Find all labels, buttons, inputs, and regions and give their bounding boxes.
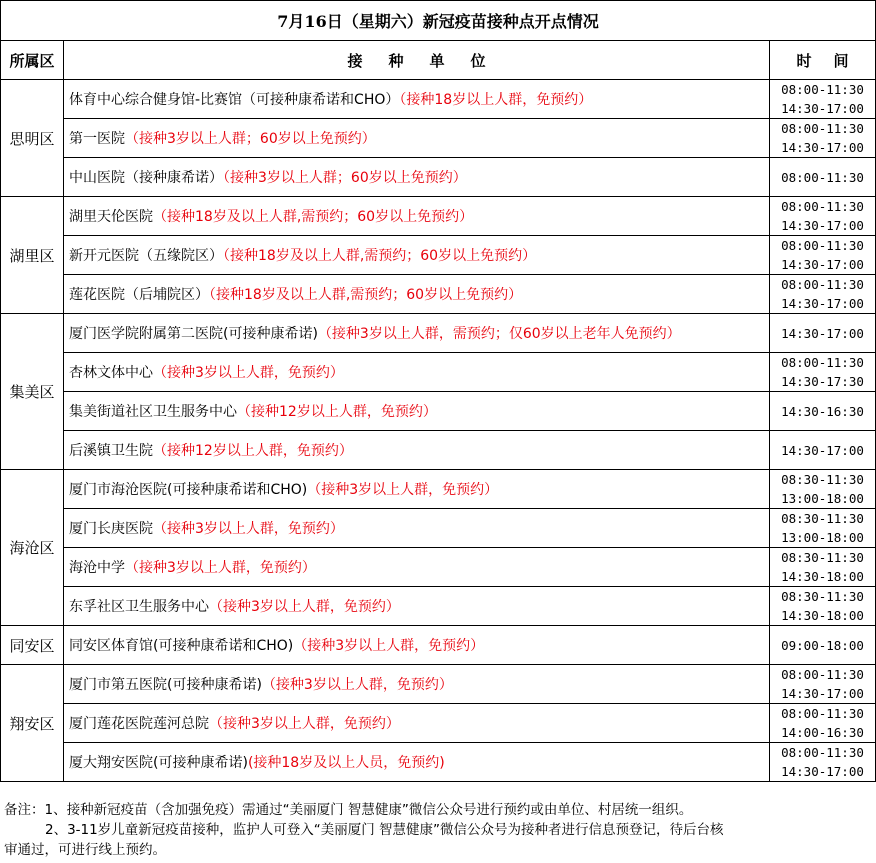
district-cell: 同安区 <box>1 626 64 665</box>
time-cell <box>770 509 876 548</box>
site-name: 厦门市海沧医院(可接种康希诺和CHO) <box>69 482 308 498</box>
site-note: （接种3岁以上人群，免预约） <box>209 716 400 732</box>
site-note: （接种18岁及以上人群,需预约；60岁以上免预约） <box>223 248 537 264</box>
footer-note-2-cont: 审通过，可进行线上预约。 <box>4 842 166 858</box>
site-cell <box>64 236 770 275</box>
site-cell <box>64 275 770 314</box>
site-note: （接种3岁以上人群；60岁以上免预约） <box>125 131 376 147</box>
site-name: 厦门医学院附属第二医院(可接种康希诺) <box>69 326 318 342</box>
time-slot: 08:00-11:30 <box>781 169 864 185</box>
site-note: （接种3岁以上人群，免预约） <box>125 560 316 576</box>
site-note: （接种3岁以上人群，免预约） <box>261 677 453 693</box>
time-slot: 13:00-18:00 <box>781 491 864 506</box>
time-slot: 14:30-17:00 <box>781 442 864 458</box>
site-name: 厦门市第五医院(可接种康希诺) <box>69 677 262 693</box>
site-note: （接种3岁以上人群，需预约；仅60岁以上老年人免预约） <box>317 326 681 342</box>
site-name: 集美街道社区卫生服务中心 <box>69 404 237 420</box>
time-slot: 08:00-11:30 <box>781 667 864 682</box>
time-slot: 08:00-11:30 <box>781 121 864 136</box>
time-slot: 08:00-11:30 <box>781 745 864 760</box>
site-name: 东孚社区卫生服务中心 <box>69 599 209 615</box>
time-cell <box>770 119 876 158</box>
time-slot: 14:30-17:00 <box>781 764 864 779</box>
time-cell <box>770 470 876 509</box>
site-note: （接种3岁以上人群，免预约） <box>293 638 485 654</box>
time-slot: 08:00-11:30 <box>781 238 864 253</box>
time-cell <box>770 704 876 743</box>
time-slot: 08:00-11:30 <box>781 199 864 214</box>
table-row <box>1 275 876 314</box>
site-note: （接种3岁以上人群；60岁以上免预约） <box>223 170 467 186</box>
site-cell <box>64 743 770 782</box>
site-note: （接种3岁以上人群，免预约） <box>153 365 344 381</box>
footer-note-2: 2、3-11岁儿童新冠疫苗接种，监护人可登入“美丽厦门 智慧健康”微信公众号为接种者进行信息预登记，待后台核 <box>45 822 724 838</box>
table-row <box>1 587 876 626</box>
district-cell: 思明区 <box>1 80 64 197</box>
time-slot: 14:30-17:00 <box>781 140 864 155</box>
site-name: 后溪镇卫生院 <box>69 443 153 459</box>
site-cell <box>64 392 770 431</box>
time-slot: 08:00-11:30 <box>781 82 864 97</box>
site-name: 体育中心综合健身馆-比赛馆（可接种康希诺和CHO） <box>69 92 400 108</box>
site-name: 海沧中学 <box>69 560 125 576</box>
time-slot: 08:30-11:30 <box>781 511 864 526</box>
site-cell <box>64 431 770 470</box>
site-name: 第一医院 <box>69 131 125 147</box>
time-slot: 08:00-11:30 <box>781 706 864 721</box>
site-cell <box>64 353 770 392</box>
site-note: （接种12岁以上人群，免预约） <box>237 404 437 420</box>
time-cell <box>770 431 876 470</box>
time-slot: 14:30-17:00 <box>781 257 864 272</box>
time-slot: 09:00-18:00 <box>781 637 864 653</box>
site-cell <box>64 314 770 353</box>
site-note: （接种18岁以上人群，免预约） <box>399 92 593 108</box>
site-name: 厦门莲花医院莲河总院 <box>69 716 209 732</box>
time-slot: 14:30-17:00 <box>781 101 864 116</box>
time-slot: 13:00-18:00 <box>781 530 864 545</box>
time-cell <box>770 80 876 119</box>
site-name: 新开元医院（五缘院区） <box>69 248 223 264</box>
table-row <box>1 80 876 119</box>
site-cell <box>64 119 770 158</box>
site-note: （接种18岁及以上人群,需预约；60岁以上免预约） <box>209 287 523 303</box>
time-cell <box>770 275 876 314</box>
site-name: 厦大翔安医院(可接种康希诺) <box>69 755 248 771</box>
time-cell <box>770 314 876 353</box>
site-cell <box>64 548 770 587</box>
time-cell <box>770 197 876 236</box>
table-row <box>1 119 876 158</box>
time-slot: 08:00-11:30 <box>781 277 864 292</box>
table-row <box>1 665 876 704</box>
table-row <box>1 236 876 275</box>
site-cell <box>64 587 770 626</box>
table-row <box>1 470 876 509</box>
footer-notes <box>0 800 875 860</box>
time-slot: 14:30-17:00 <box>781 325 864 341</box>
page-title: 7月16日（星期六）新冠疫苗接种点开点情况 <box>1 1 876 41</box>
site-name: 同安区体育馆(可接种康希诺和CHO) <box>69 638 294 654</box>
table-row <box>1 158 876 197</box>
table-row <box>1 197 876 236</box>
table-row <box>1 548 876 587</box>
site-cell <box>64 626 770 665</box>
time-slot: 14:30-16:30 <box>781 403 864 419</box>
site-cell <box>64 704 770 743</box>
header-unit: 接种单位 <box>64 41 770 80</box>
time-cell <box>770 392 876 431</box>
site-note: （接种3岁以上人群，免预约） <box>307 482 499 498</box>
table-row <box>1 743 876 782</box>
time-cell <box>770 158 876 197</box>
table-row <box>1 392 876 431</box>
table-row <box>1 509 876 548</box>
time-slot: 14:30-17:00 <box>781 686 864 701</box>
site-name: 莲花医院（后埔院区） <box>69 287 209 303</box>
time-slot: 14:30-18:00 <box>781 569 864 584</box>
table-row <box>1 431 876 470</box>
site-note: （接种3岁以上人群，免预约） <box>153 521 344 537</box>
site-cell <box>64 197 770 236</box>
site-cell <box>64 509 770 548</box>
district-cell: 湖里区 <box>1 197 64 314</box>
time-slot: 08:30-11:30 <box>781 550 864 565</box>
time-slot: 14:30-17:30 <box>781 374 864 389</box>
site-name: 厦门长庚医院 <box>69 521 153 537</box>
time-slot: 08:00-11:30 <box>781 355 864 370</box>
district-cell: 翔安区 <box>1 665 64 782</box>
time-cell <box>770 665 876 704</box>
header-district: 所属区 <box>1 41 64 80</box>
time-slot: 08:30-11:30 <box>781 589 864 604</box>
site-note: （接种18岁及以上人群,需预约；60岁以上免预约） <box>153 209 474 225</box>
time-slot: 14:30-17:00 <box>781 296 864 311</box>
site-cell <box>64 470 770 509</box>
time-cell <box>770 548 876 587</box>
district-cell: 集美区 <box>1 314 64 470</box>
header-time: 时间 <box>770 41 876 80</box>
site-cell <box>64 158 770 197</box>
time-cell <box>770 626 876 665</box>
time-slot: 14:30-18:00 <box>781 608 864 623</box>
table-row <box>1 314 876 353</box>
table-row <box>1 704 876 743</box>
site-name: 湖里天伦医院 <box>69 209 153 225</box>
table-row <box>1 353 876 392</box>
footer-note-1: 备注：1、接种新冠疫苗（含加强免疫）需通过“美丽厦门 智慧健康”微信公众号进行预约或由单位、村居统一组织。 <box>4 802 693 818</box>
time-slot: 08:30-11:30 <box>781 472 864 487</box>
site-cell <box>64 80 770 119</box>
site-note: （接种3岁以上人群，免预约） <box>209 599 400 615</box>
site-name: 杏林文体中心 <box>69 365 153 381</box>
time-cell <box>770 353 876 392</box>
time-cell <box>770 587 876 626</box>
time-slot: 14:00-16:30 <box>781 725 864 740</box>
time-cell <box>770 743 876 782</box>
table-row <box>1 626 876 665</box>
time-slot: 14:30-17:00 <box>781 218 864 233</box>
site-name: 中山医院（接种康希诺） <box>69 170 223 186</box>
site-note: (接种18岁及以上人员，免预约) <box>247 755 445 771</box>
time-cell <box>770 236 876 275</box>
site-note: （接种12岁以上人群，免预约） <box>153 443 353 459</box>
site-cell <box>64 665 770 704</box>
district-cell: 海沧区 <box>1 470 64 626</box>
